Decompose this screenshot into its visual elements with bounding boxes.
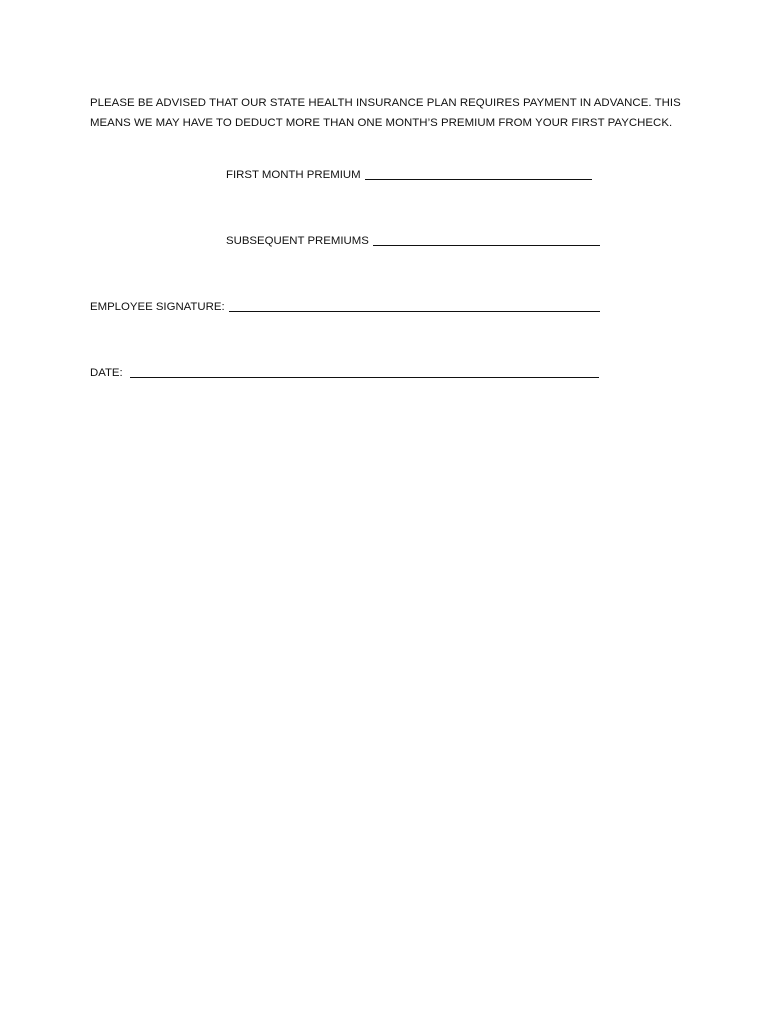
subsequent-premiums-field [226,233,600,249]
advance-payment-notice: PLEASE BE ADVISED THAT OUR STATE HEALTH INSURANCE PLAN REQUIRES PAYMENT IN ADVANCE. THIS MEANS WE MAY HAVE TO DEDUCT MORE THAN ONE MONTH’S PREMIUM FROM YOUR FIRST PAYCHECK. [90,97,681,129]
first-month-premium-blank[interactable] [365,179,592,180]
employee-signature-field [90,299,600,315]
subsequent-premiums-label: SUBSEQUENT PREMIUMS [226,235,369,247]
first-month-premium-field [226,167,592,183]
date-blank[interactable] [130,377,599,378]
date-field [90,365,599,381]
date-label: DATE: [90,367,123,379]
employee-signature-blank[interactable] [229,311,600,312]
employee-signature-label: EMPLOYEE SIGNATURE: [90,301,225,313]
subsequent-premiums-blank[interactable] [373,245,600,246]
first-month-premium-label: FIRST MONTH PREMIUM [226,169,361,181]
